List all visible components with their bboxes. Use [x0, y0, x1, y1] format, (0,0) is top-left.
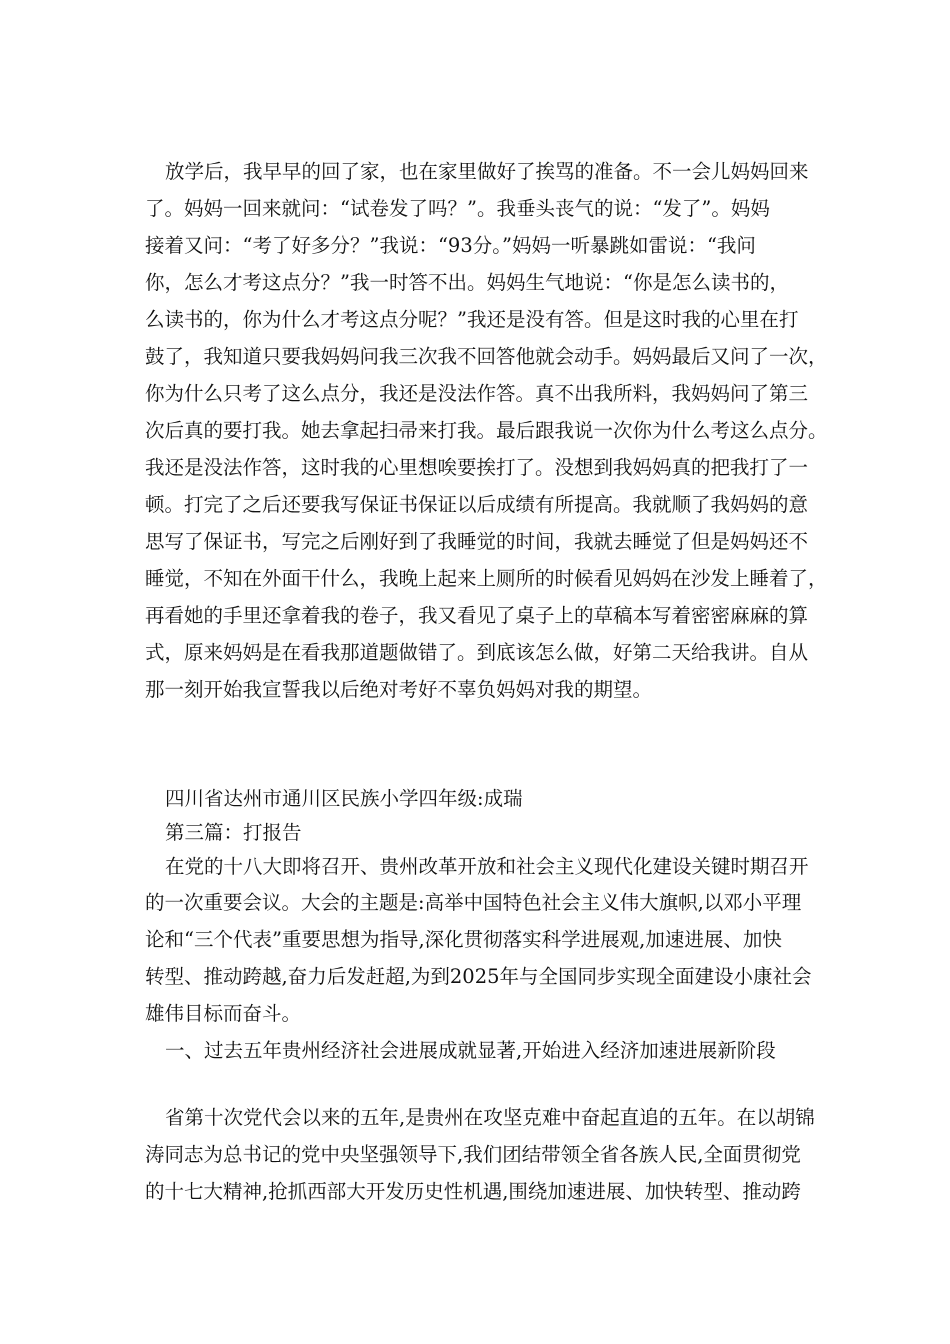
closing-line: 省第十次党代会以来的五年,是贵州在攻坚克难中奋起直追的五年。在以胡锦 — [165, 1106, 815, 1129]
essay-line: 你，怎么才考这点分？”我一时答不出。妈妈生气地说：“你是怎么读书的， — [145, 271, 789, 294]
author-line: 四川省达州市通川区民族小学四年级:成瑞 — [165, 787, 523, 810]
closing-line: 涛同志为总书记的党中央坚强领导下,我们团结带领全省各族人民,全面贯彻党 — [145, 1143, 801, 1166]
essay-line: 么读书的，你为什么才考这点分呢？”我还是没有答。但是这时我的心里在打 — [145, 308, 799, 331]
report-line: 论和“三个代表”重要思想为指导,深化贯彻落实科学进展观,加速进展、加快 — [145, 928, 782, 951]
report-line: 转型、推动跨越,奋力后发赶超,为到2025年与全国同步实现全面建设小康社会 — [145, 965, 812, 988]
report-line: 雄伟目标而奋斗。 — [145, 1002, 302, 1025]
essay-line: 放学后，我早早的回了家，也在家里做好了挨骂的准备。不一会儿妈妈回来 — [165, 160, 809, 183]
essay-line: 次后真的要打我。她去拿起扫帚来打我。最后跟我说一次你为什么考这么点分。 — [145, 419, 828, 442]
essay-line: 接着又问：“考了好多分？”我说：“93分。”妈妈一听暴跳如雷说：“我问 — [145, 234, 756, 257]
essay-line: 那一刻开始我宣誓我以后绝对考好不辜负妈妈对我的期望。 — [145, 678, 653, 701]
essay-line: 思写了保证书，写完之后刚好到了我睡觉的时间，我就去睡觉了但是妈妈还不 — [145, 530, 809, 553]
report-line: 的一次重要会议。大会的主题是:高举中国特色社会主义伟大旗帜,以邓小平理 — [145, 891, 802, 914]
essay-line: 睡觉，不知在外面干什么，我晚上起来上厕所的时候看见妈妈在沙发上睡着了， — [145, 567, 828, 590]
closing-line: 的十七大精神,抢抓西部大开发历史性机遇,围绕加速进展、加快转型、推动跨 — [145, 1180, 801, 1203]
report-line: 在党的十八大即将召开、贵州改革开放和社会主义现代化建设关键时期召开 — [165, 855, 809, 878]
section-title: 第三篇：打报告 — [165, 821, 302, 844]
essay-line: 再看她的手里还拿着我的卷子，我又看见了桌子上的草稿本写着密密麻麻的算 — [145, 604, 809, 627]
essay-line: 式，原来妈妈是在看我那道题做错了。到底该怎么做，好第二天给我讲。自从 — [145, 641, 809, 664]
essay-line: 你为什么只考了这么点分，我还是没法作答。真不出我所料，我妈妈问了第三 — [145, 382, 809, 405]
essay-line: 了。妈妈一回来就问：“试卷发了吗？”。我垂头丧气的说：“发了”。妈妈 — [145, 197, 770, 220]
essay-line: 顿。打完了之后还要我写保证书保证以后成绩有所提高。我就顺了我妈妈的意 — [145, 493, 809, 516]
essay-line: 我还是没法作答，这时我的心里想唉要挨打了。没想到我妈妈真的把我打了一 — [145, 456, 809, 479]
section-heading: 一、过去五年贵州经济社会进展成就显著,开始进入经济加速进展新阶段 — [165, 1039, 776, 1062]
essay-line: 鼓了，我知道只要我妈妈问我三次我不回答他就会动手。妈妈最后又问了一次， — [145, 345, 828, 368]
